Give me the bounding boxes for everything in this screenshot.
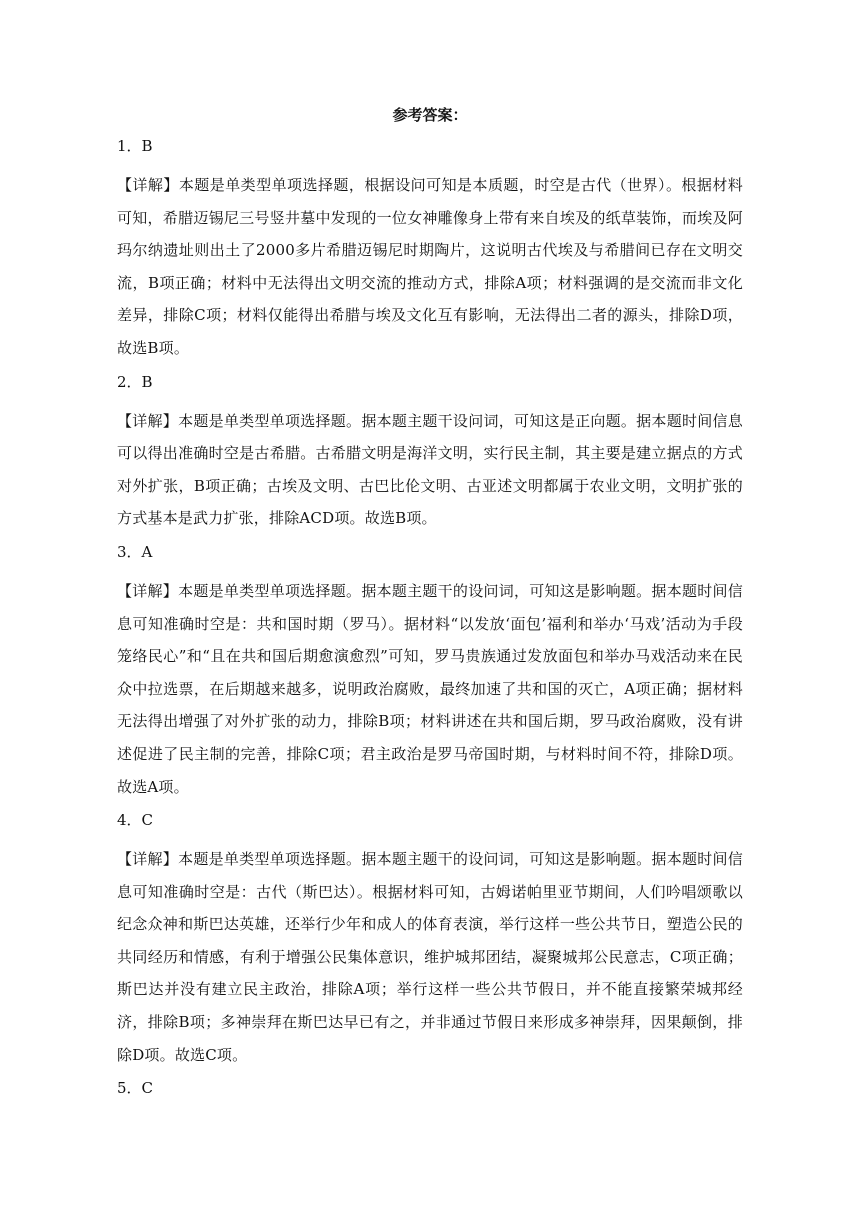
- answer-explanation: 【详解】本题是单类型单项选择题。据本题主题干的设问词，可知这是影响题。据本题时间信息可知准确时空是：共和国时期（罗马）。据材料“以发放‘面包’福利和举办‘马戏’活动为手段笼络民心”和“且在共和国后期愈演愈烈”可知，罗马贵族通过发放面包和举办马戏活动来在民众中拉选票，在后期越来越多，说明政治腐败，最终加速了共和国的灭亡，A项正确；据材料无法得出增强了对外扩张的动力，排除B项；材料讲述在共和国后期，罗马政治腐败，没有讲述促进了民主制的完善，排除C项；君主政治是罗马帝国时期，与材料时间不符，排除D项。故选A项。: [117, 581, 743, 796]
- answer-label: 1．B: [117, 137, 153, 155]
- answer-item-3: [117, 541, 743, 803]
- answer-label: 4．C: [117, 811, 154, 830]
- answer-item-2: [117, 371, 743, 535]
- answer-item-4: [117, 809, 743, 1071]
- answer-label: 3．A: [117, 542, 153, 561]
- answer-item-1: [117, 135, 743, 365]
- page-title: 参考答案：: [392, 106, 468, 124]
- answer-label: 5．C: [117, 1079, 154, 1098]
- answer-explanation: 【详解】本题是单类型单项选择题。据本题主题干设问词，可知这是正向题。据本题时间信息可以得出准确时空是古希腊。古希腊文明是海洋文明，实行民主制，其主要是建立据点的方式对外扩张，B项正确；古埃及文明、古巴比伦文明、古亚述文明都属于农业文明，文明扩张的方式基本是武力扩张，排除ACD项。故选B项。: [117, 411, 743, 528]
- answer-item-5: [117, 1077, 743, 1099]
- answer-explanation: 【详解】本题是单类型单项选择题，根据设问可知是本质题，时空是古代（世界）。根据材料可知，希腊迈锡尼三号竖井墓中发现的一位女神雕像身上带有来自埃及的纸草装饰，而埃及阿玛尔纳遗址则出土了2000多片希腊迈锡尼时期陶片，这说明古代埃及与希腊间已存在文明交流，B项正确；材料中无法得出文明交流的推动方式，排除A项；材料强调的是交流而非文化差异，排除C项；材料仅能得出希腊与埃及文化互有影响，无法得出二者的源头，排除D项，故选B项。: [117, 176, 743, 357]
- answer-sheet: [117, 104, 743, 1111]
- answer-explanation: 【详解】本题是单类型单项选择题。据本题主题干的设问词，可知这是影响题。据本题时间信息可知准确时空是：古代（斯巴达）。根据材料可知，古姆诺帕里亚节期间，人们吟唱颂歌以纪念众神和斯巴达英雄，还举行少年和成人的体育表演，举行这样一些公共节日，塑造公民的共同经历和情感，有利于增强公民集体意识，维护城邦团结，凝聚城邦公民意志，C项正确；斯巴达并没有建立民主政治，排除A项；举行这样一些公共节假日，并不能直接繁荣城邦经济，排除B项；多神崇拜在斯巴达早已有之，并非通过节假日来形成多神崇拜，因果颠倒，排除D项。故选C项。: [117, 850, 743, 1064]
- answer-label: 2．B: [117, 372, 153, 391]
